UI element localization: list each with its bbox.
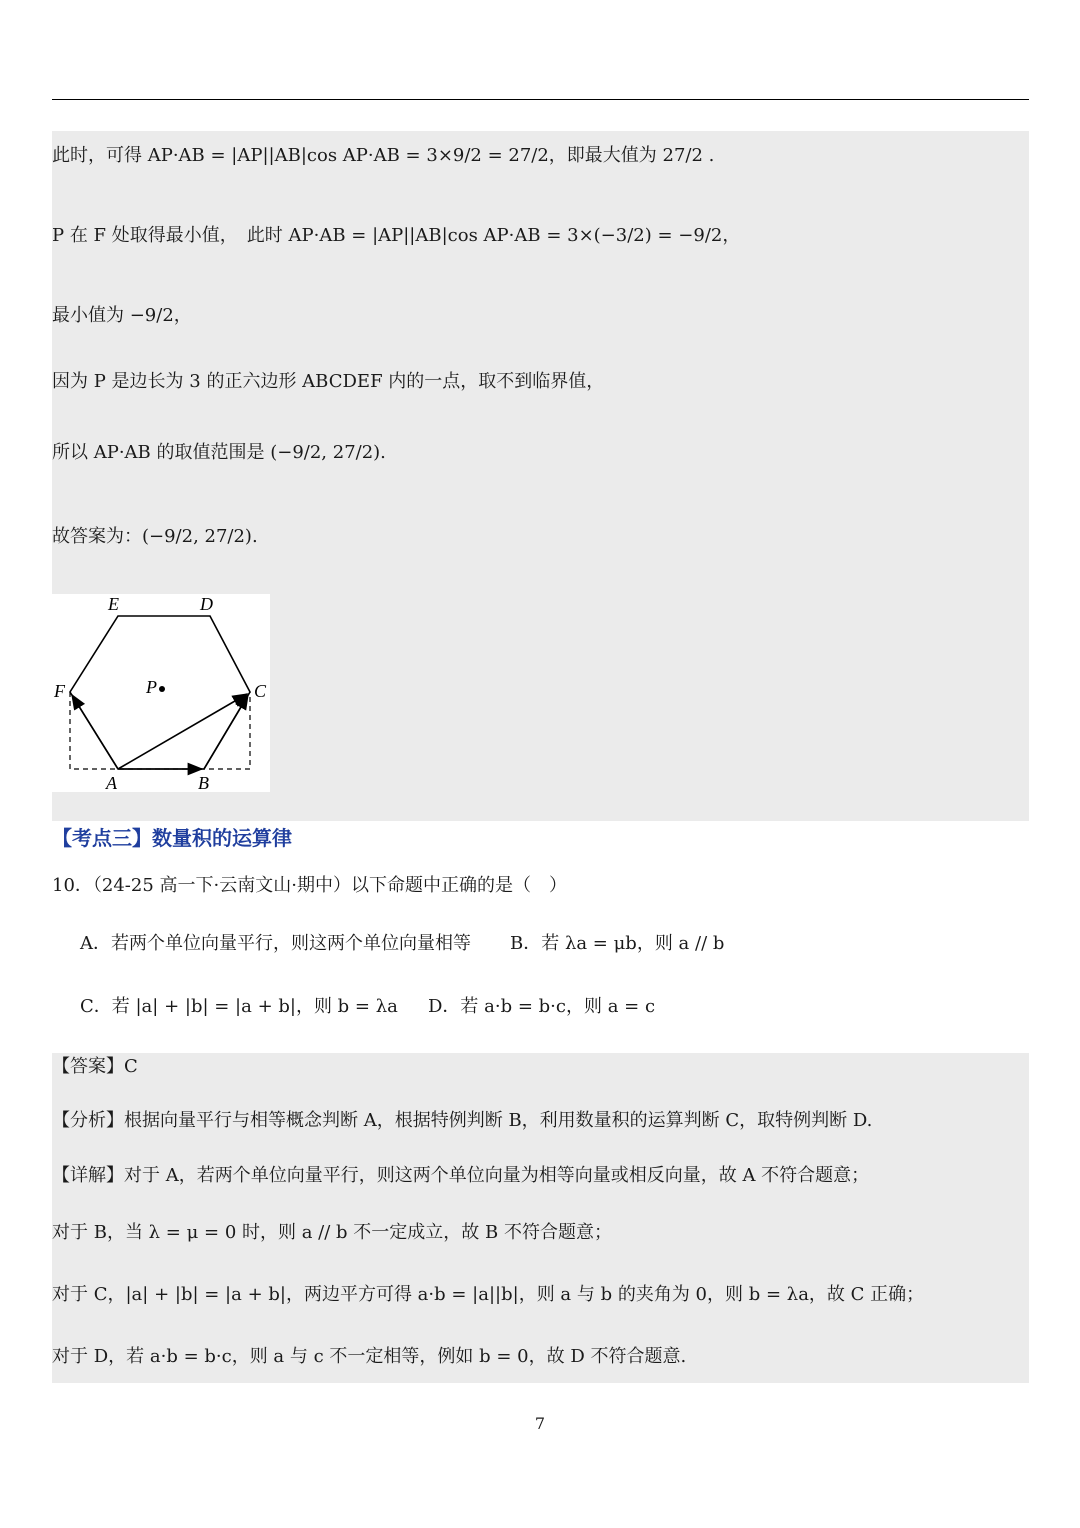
label-f: F [54,681,65,701]
option-b: B．若 λa = μb，则 a // b [510,933,725,954]
question-stem: 10．（24-25 高一下·云南文山·期中）以下命题中正确的是（ ） [52,875,567,896]
label-a: A [106,773,117,792]
label-d: D [200,594,213,614]
section-heading: 【考点三】数量积的运算律 [52,826,292,850]
page-number: 7 [534,1414,546,1433]
vector-ac [118,694,247,769]
detail-a: 【详解】对于 A，若两个单位向量平行，则这两个单位向量为相等向量或相反向量，故 A 不符合题意； [52,1165,870,1186]
label-p: P [146,677,157,697]
min-value-line: P 在 F 处取得最小值， 此时 AP·AB = |AP||AB|cos AP·AB = 3×(−3/2) = −9/2， [52,225,741,246]
dashed-projection [70,692,250,769]
label-e: E [108,594,119,614]
answer-label: 【答案】C [52,1056,138,1077]
answer-line: 故答案为：(−9/2, 27/2). [52,526,258,547]
header-rule [52,99,1029,100]
point-p [159,686,165,692]
option-c: C．若 |a| + |b| = |a + b|，则 b = λa [80,996,398,1017]
option-d: D．若 a·b = b·c，则 a = c [428,996,656,1017]
range-line: 所以 AP·AB 的取值范围是 (−9/2, 27/2). [52,442,386,463]
vector-af [72,695,118,769]
label-c: C [254,681,267,701]
detail-d: 对于 D，若 a·b = b·c，则 a 与 c 不一定相等，例如 b = 0，故 D 不符合题意. [52,1346,687,1367]
detail-c: 对于 C，|a| + |b| = |a + b|，两边平方可得 a·b = |a||b|，则 a 与 b 的夹角为 0，则 b = λa，故 C 正确； [52,1284,925,1305]
max-value-line: 此时，可得 AP·AB = |AP||AB|cos AP·AB = 3×9/2 = 27/2，即最大值为 27/2 . [52,145,715,166]
detail-b: 对于 B，当 λ = μ = 0 时，则 a // b 不一定成立，故 B 不符合题意； [52,1222,612,1243]
hexagon-figure [52,594,270,792]
min-value-result: 最小值为 −9/2， [52,305,192,326]
option-a: A．若两个单位向量平行，则这两个单位向量相等 [80,933,471,954]
reason-line: 因为 P 是边长为 3 的正六边形 ABCDEF 内的一点，取不到临界值， [52,371,605,392]
hexagon-shape [70,616,250,769]
analysis-text: 【分析】根据向量平行与相等概念判断 A，根据特例判断 B，利用数量积的运算判断 C，取特例判断 D. [52,1110,873,1131]
label-b: B [198,773,209,792]
hexagon-svg [52,594,270,792]
explanation-shade [52,1053,1029,1383]
